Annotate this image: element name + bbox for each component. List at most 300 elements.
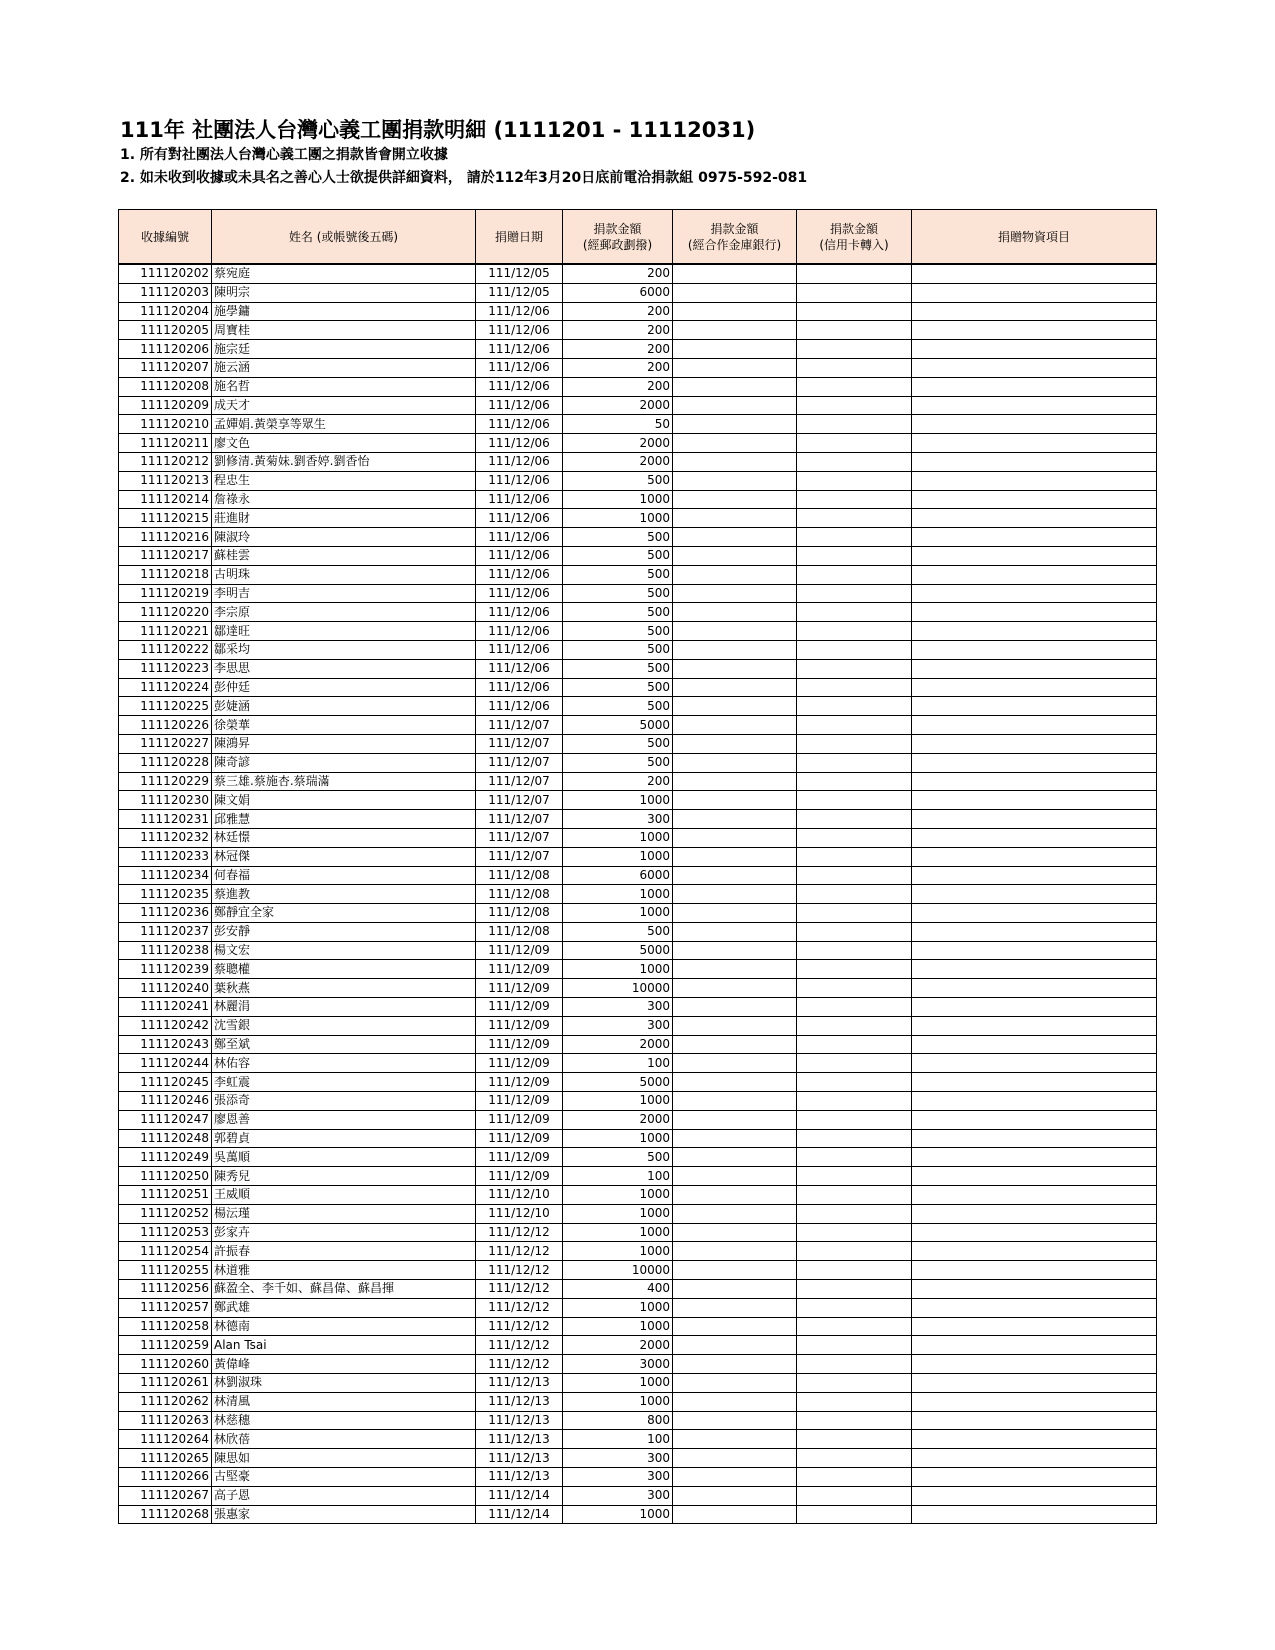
cell-amount-post: 1000 [563, 1223, 673, 1242]
cell-amount-post: 1000 [563, 885, 673, 904]
cell-amount-card [797, 1261, 912, 1280]
cell-amount-post: 300 [563, 810, 673, 829]
cell-amount-card [797, 810, 912, 829]
cell-date: 111/12/06 [476, 471, 563, 490]
cell-amount-card [797, 358, 912, 377]
table-row [119, 546, 1157, 565]
cell-date: 111/12/12 [476, 1355, 563, 1374]
cell-receipt-no: 111120202 [119, 264, 212, 283]
table-row [119, 1054, 1157, 1073]
table-header-row [119, 210, 1157, 265]
cell-amount-post: 500 [563, 678, 673, 697]
cell-date: 111/12/09 [476, 1035, 563, 1054]
cell-amount-bank [673, 1054, 797, 1073]
cell-amount-card [797, 434, 912, 453]
cell-receipt-no: 111120217 [119, 546, 212, 565]
cell-items [912, 584, 1157, 603]
cell-name: Alan Tsai [212, 1336, 476, 1355]
cell-amount-post: 1000 [563, 1505, 673, 1524]
cell-items [912, 904, 1157, 923]
cell-amount-bank [673, 979, 797, 998]
cell-amount-card [797, 697, 912, 716]
cell-amount-post: 200 [563, 340, 673, 359]
cell-items [912, 321, 1157, 340]
cell-receipt-no: 111120218 [119, 565, 212, 584]
cell-amount-bank [673, 1355, 797, 1374]
cell-date: 111/12/13 [476, 1468, 563, 1487]
cell-items [912, 941, 1157, 960]
cell-receipt-no: 111120209 [119, 396, 212, 415]
cell-items [912, 960, 1157, 979]
cell-date: 111/12/06 [476, 528, 563, 547]
table-row [119, 1148, 1157, 1167]
cell-amount-card [797, 546, 912, 565]
cell-name: 施宗廷 [212, 340, 476, 359]
header-items: 捐贈物資項目 [912, 210, 1157, 265]
cell-amount-post: 500 [563, 697, 673, 716]
header-name: 姓名 (或帳號後五碼) [212, 210, 476, 265]
cell-receipt-no: 111120265 [119, 1449, 212, 1468]
cell-amount-bank [673, 490, 797, 509]
cell-date: 111/12/12 [476, 1242, 563, 1261]
cell-name: 徐榮華 [212, 716, 476, 735]
cell-amount-card [797, 415, 912, 434]
cell-name: 何春福 [212, 866, 476, 885]
cell-amount-bank [673, 452, 797, 471]
cell-receipt-no: 111120227 [119, 734, 212, 753]
cell-name: 林廷憬 [212, 828, 476, 847]
cell-amount-card [797, 1035, 912, 1054]
table-row [119, 490, 1157, 509]
cell-receipt-no: 111120244 [119, 1054, 212, 1073]
table-row [119, 1035, 1157, 1054]
cell-receipt-no: 111120255 [119, 1261, 212, 1280]
cell-amount-bank [673, 1092, 797, 1111]
cell-items [912, 1486, 1157, 1505]
cell-items [912, 1016, 1157, 1035]
table-row [119, 1242, 1157, 1261]
cell-items [912, 1167, 1157, 1186]
cell-date: 111/12/06 [476, 415, 563, 434]
cell-receipt-no: 111120233 [119, 847, 212, 866]
cell-date: 111/12/10 [476, 1204, 563, 1223]
cell-receipt-no: 111120239 [119, 960, 212, 979]
cell-date: 111/12/05 [476, 283, 563, 302]
cell-amount-card [797, 1317, 912, 1336]
cell-amount-card [797, 1430, 912, 1449]
cell-amount-bank [673, 1392, 797, 1411]
cell-items [912, 1110, 1157, 1129]
cell-items [912, 471, 1157, 490]
cell-amount-card [797, 659, 912, 678]
cell-items [912, 847, 1157, 866]
cell-name: 沈雪銀 [212, 1016, 476, 1035]
cell-items [912, 1148, 1157, 1167]
cell-items [912, 1374, 1157, 1393]
cell-items [912, 866, 1157, 885]
cell-date: 111/12/13 [476, 1411, 563, 1430]
cell-amount-bank [673, 1035, 797, 1054]
cell-receipt-no: 111120221 [119, 622, 212, 641]
cell-amount-post: 200 [563, 377, 673, 396]
cell-amount-bank [673, 960, 797, 979]
cell-amount-bank [673, 528, 797, 547]
cell-receipt-no: 111120216 [119, 528, 212, 547]
cell-date: 111/12/09 [476, 1016, 563, 1035]
cell-amount-card [797, 490, 912, 509]
cell-name: 邱雅慧 [212, 810, 476, 829]
table-row [119, 1505, 1157, 1524]
cell-amount-post: 2000 [563, 1336, 673, 1355]
cell-items [912, 753, 1157, 772]
cell-amount-card [797, 528, 912, 547]
cell-amount-post: 1000 [563, 1186, 673, 1205]
cell-amount-post: 5000 [563, 1073, 673, 1092]
table-row [119, 340, 1157, 359]
cell-amount-card [797, 716, 912, 735]
cell-items [912, 622, 1157, 641]
header-date: 捐贈日期 [476, 210, 563, 265]
cell-date: 111/12/06 [476, 565, 563, 584]
table-row [119, 1392, 1157, 1411]
cell-amount-post: 50 [563, 415, 673, 434]
cell-amount-card [797, 847, 912, 866]
cell-date: 111/12/14 [476, 1486, 563, 1505]
cell-items [912, 1242, 1157, 1261]
cell-amount-card [797, 1242, 912, 1261]
cell-items [912, 772, 1157, 791]
cell-items [912, 828, 1157, 847]
cell-name: 李明吉 [212, 584, 476, 603]
cell-name: 楊沄瑾 [212, 1204, 476, 1223]
cell-amount-bank [673, 415, 797, 434]
cell-amount-post: 400 [563, 1280, 673, 1299]
cell-amount-post: 2000 [563, 396, 673, 415]
cell-date: 111/12/13 [476, 1449, 563, 1468]
cell-amount-card [797, 603, 912, 622]
cell-amount-bank [673, 1336, 797, 1355]
cell-amount-card [797, 885, 912, 904]
cell-receipt-no: 111120251 [119, 1186, 212, 1205]
cell-name: 鄒采均 [212, 640, 476, 659]
cell-date: 111/12/07 [476, 791, 563, 810]
cell-amount-post: 500 [563, 1148, 673, 1167]
cell-amount-bank [673, 509, 797, 528]
table-row [119, 1280, 1157, 1299]
cell-amount-post: 1000 [563, 791, 673, 810]
cell-date: 111/12/12 [476, 1317, 563, 1336]
cell-date: 111/12/06 [476, 340, 563, 359]
cell-amount-bank [673, 810, 797, 829]
cell-name: 施學鏞 [212, 302, 476, 321]
header-amount-bank-line1: 捐款金額 [710, 221, 759, 236]
cell-date: 111/12/06 [476, 490, 563, 509]
cell-date: 111/12/06 [476, 603, 563, 622]
cell-amount-bank [673, 358, 797, 377]
cell-amount-post: 500 [563, 640, 673, 659]
cell-amount-post: 100 [563, 1054, 673, 1073]
cell-name: 廖恩善 [212, 1110, 476, 1129]
header-amount-bank-line2: (經合作金庫銀行) [687, 237, 782, 252]
cell-amount-bank [673, 1204, 797, 1223]
table-row [119, 1317, 1157, 1336]
cell-name: 林欣蓓 [212, 1430, 476, 1449]
cell-items [912, 1223, 1157, 1242]
cell-amount-bank [673, 753, 797, 772]
cell-amount-bank [673, 828, 797, 847]
table-row [119, 358, 1157, 377]
cell-amount-bank [673, 377, 797, 396]
table-row [119, 509, 1157, 528]
cell-amount-card [797, 1280, 912, 1299]
table-row [119, 1430, 1157, 1449]
cell-receipt-no: 111120263 [119, 1411, 212, 1430]
cell-amount-bank [673, 546, 797, 565]
cell-items [912, 1129, 1157, 1148]
cell-amount-bank [673, 584, 797, 603]
cell-amount-bank [673, 640, 797, 659]
cell-receipt-no: 111120208 [119, 377, 212, 396]
cell-name: 孟嬋娟.黃榮享等眾生 [212, 415, 476, 434]
cell-amount-card [797, 960, 912, 979]
table-row [119, 302, 1157, 321]
cell-amount-post: 1000 [563, 847, 673, 866]
cell-amount-card [797, 640, 912, 659]
cell-name: 吳萬順 [212, 1148, 476, 1167]
table-row [119, 377, 1157, 396]
cell-date: 111/12/09 [476, 1054, 563, 1073]
cell-items [912, 1317, 1157, 1336]
table-row [119, 321, 1157, 340]
cell-date: 111/12/06 [476, 640, 563, 659]
cell-amount-post: 500 [563, 565, 673, 584]
cell-date: 111/12/07 [476, 847, 563, 866]
table-row [119, 1167, 1157, 1186]
cell-name: 郭碧貞 [212, 1129, 476, 1148]
cell-amount-post: 100 [563, 1167, 673, 1186]
cell-items [912, 1505, 1157, 1524]
cell-name: 鄭靜宜全家 [212, 904, 476, 923]
table-row [119, 960, 1157, 979]
cell-amount-post: 10000 [563, 1261, 673, 1280]
cell-amount-post: 200 [563, 772, 673, 791]
cell-amount-post: 500 [563, 734, 673, 753]
cell-amount-card [797, 509, 912, 528]
cell-date: 111/12/05 [476, 264, 563, 283]
cell-name: 廖文色 [212, 434, 476, 453]
cell-amount-card [797, 1167, 912, 1186]
table-row [119, 753, 1157, 772]
cell-receipt-no: 111120254 [119, 1242, 212, 1261]
cell-date: 111/12/10 [476, 1186, 563, 1205]
cell-receipt-no: 111120264 [119, 1430, 212, 1449]
cell-amount-post: 1000 [563, 490, 673, 509]
cell-receipt-no: 111120214 [119, 490, 212, 509]
table-row [119, 452, 1157, 471]
cell-amount-card [797, 1223, 912, 1242]
cell-amount-post: 500 [563, 528, 673, 547]
cell-date: 111/12/08 [476, 866, 563, 885]
cell-amount-card [797, 772, 912, 791]
cell-amount-card [797, 922, 912, 941]
cell-amount-bank [673, 396, 797, 415]
cell-amount-post: 300 [563, 1016, 673, 1035]
cell-receipt-no: 111120228 [119, 753, 212, 772]
cell-name: 李宗原 [212, 603, 476, 622]
cell-items [912, 697, 1157, 716]
cell-date: 111/12/06 [476, 697, 563, 716]
cell-receipt-no: 111120253 [119, 1223, 212, 1242]
cell-date: 111/12/09 [476, 1073, 563, 1092]
cell-name: 林冠傑 [212, 847, 476, 866]
cell-amount-bank [673, 791, 797, 810]
cell-items [912, 358, 1157, 377]
cell-receipt-no: 111120261 [119, 1374, 212, 1393]
table-row [119, 697, 1157, 716]
cell-amount-bank [673, 1073, 797, 1092]
cell-name: 施名哲 [212, 377, 476, 396]
cell-amount-card [797, 1336, 912, 1355]
table-row [119, 922, 1157, 941]
cell-items [912, 490, 1157, 509]
cell-amount-post: 200 [563, 358, 673, 377]
page-title: 111年 社團法人台灣心義工團捐款明細 (1111201 - 11112031) [120, 118, 756, 142]
cell-name: 劉修清.黃菊妹.劉香婷.劉香怡 [212, 452, 476, 471]
cell-amount-bank [673, 434, 797, 453]
cell-name: 許振春 [212, 1242, 476, 1261]
cell-items [912, 1186, 1157, 1205]
cell-items [912, 452, 1157, 471]
cell-date: 111/12/09 [476, 1129, 563, 1148]
cell-name: 葉秋燕 [212, 979, 476, 998]
cell-date: 111/12/08 [476, 904, 563, 923]
cell-receipt-no: 111120215 [119, 509, 212, 528]
cell-receipt-no: 111120224 [119, 678, 212, 697]
cell-name: 程忠生 [212, 471, 476, 490]
cell-amount-card [797, 1449, 912, 1468]
cell-date: 111/12/14 [476, 1505, 563, 1524]
cell-receipt-no: 111120231 [119, 810, 212, 829]
cell-amount-bank [673, 603, 797, 622]
cell-items [912, 603, 1157, 622]
cell-items [912, 1204, 1157, 1223]
table-row [119, 810, 1157, 829]
cell-name: 陳文娟 [212, 791, 476, 810]
cell-amount-card [797, 866, 912, 885]
cell-amount-card [797, 584, 912, 603]
cell-date: 111/12/07 [476, 772, 563, 791]
cell-receipt-no: 111120210 [119, 415, 212, 434]
cell-date: 111/12/06 [476, 546, 563, 565]
cell-amount-bank [673, 904, 797, 923]
table-row [119, 791, 1157, 810]
table-row [119, 941, 1157, 960]
cell-amount-bank [673, 1486, 797, 1505]
cell-amount-bank [673, 772, 797, 791]
cell-amount-post: 1000 [563, 828, 673, 847]
cell-amount-post: 1000 [563, 1374, 673, 1393]
cell-amount-card [797, 1505, 912, 1524]
cell-date: 111/12/06 [476, 584, 563, 603]
table-row [119, 1073, 1157, 1092]
cell-date: 111/12/13 [476, 1392, 563, 1411]
cell-name: 林德南 [212, 1317, 476, 1336]
cell-amount-post: 500 [563, 659, 673, 678]
cell-date: 111/12/12 [476, 1261, 563, 1280]
table-row [119, 622, 1157, 641]
cell-amount-post: 500 [563, 471, 673, 490]
cell-amount-bank [673, 1505, 797, 1524]
cell-receipt-no: 111120248 [119, 1129, 212, 1148]
cell-name: 林慈穗 [212, 1411, 476, 1430]
header-amount-card-line1: 捐款金額 [829, 221, 878, 236]
cell-amount-post: 200 [563, 264, 673, 283]
cell-amount-card [797, 904, 912, 923]
table-row [119, 1186, 1157, 1205]
cell-amount-card [797, 264, 912, 283]
cell-date: 111/12/13 [476, 1374, 563, 1393]
cell-amount-post: 500 [563, 922, 673, 941]
cell-amount-card [797, 734, 912, 753]
cell-items [912, 640, 1157, 659]
cell-name: 陳思如 [212, 1449, 476, 1468]
cell-name: 施云涵 [212, 358, 476, 377]
cell-amount-bank [673, 697, 797, 716]
cell-name: 彭家卉 [212, 1223, 476, 1242]
cell-items [912, 565, 1157, 584]
cell-amount-post: 3000 [563, 1355, 673, 1374]
cell-name: 李思思 [212, 659, 476, 678]
cell-items [912, 415, 1157, 434]
cell-amount-post: 500 [563, 603, 673, 622]
cell-receipt-no: 111120204 [119, 302, 212, 321]
cell-receipt-no: 111120252 [119, 1204, 212, 1223]
table-row [119, 1261, 1157, 1280]
cell-amount-card [797, 941, 912, 960]
cell-items [912, 1411, 1157, 1430]
cell-receipt-no: 111120237 [119, 922, 212, 941]
cell-amount-post: 5000 [563, 716, 673, 735]
header-amount-post [563, 210, 673, 265]
cell-receipt-no: 111120223 [119, 659, 212, 678]
cell-receipt-no: 111120229 [119, 772, 212, 791]
cell-amount-card [797, 1298, 912, 1317]
table-row [119, 528, 1157, 547]
cell-items [912, 1430, 1157, 1449]
cell-date: 111/12/09 [476, 941, 563, 960]
cell-name: 張惠家 [212, 1505, 476, 1524]
cell-date: 111/12/06 [476, 396, 563, 415]
cell-amount-post: 300 [563, 1486, 673, 1505]
cell-receipt-no: 111120207 [119, 358, 212, 377]
cell-items [912, 885, 1157, 904]
cell-date: 111/12/07 [476, 716, 563, 735]
cell-date: 111/12/09 [476, 998, 563, 1017]
cell-amount-bank [673, 1411, 797, 1430]
cell-amount-post: 5000 [563, 941, 673, 960]
cell-receipt-no: 111120205 [119, 321, 212, 340]
cell-amount-post: 2000 [563, 1035, 673, 1054]
cell-items [912, 1092, 1157, 1111]
cell-amount-post: 1000 [563, 509, 673, 528]
cell-items [912, 1298, 1157, 1317]
cell-receipt-no: 111120225 [119, 697, 212, 716]
cell-receipt-no: 111120213 [119, 471, 212, 490]
cell-amount-bank [673, 565, 797, 584]
cell-items [912, 1468, 1157, 1487]
header-amount-card [797, 210, 912, 265]
cell-items [912, 979, 1157, 998]
